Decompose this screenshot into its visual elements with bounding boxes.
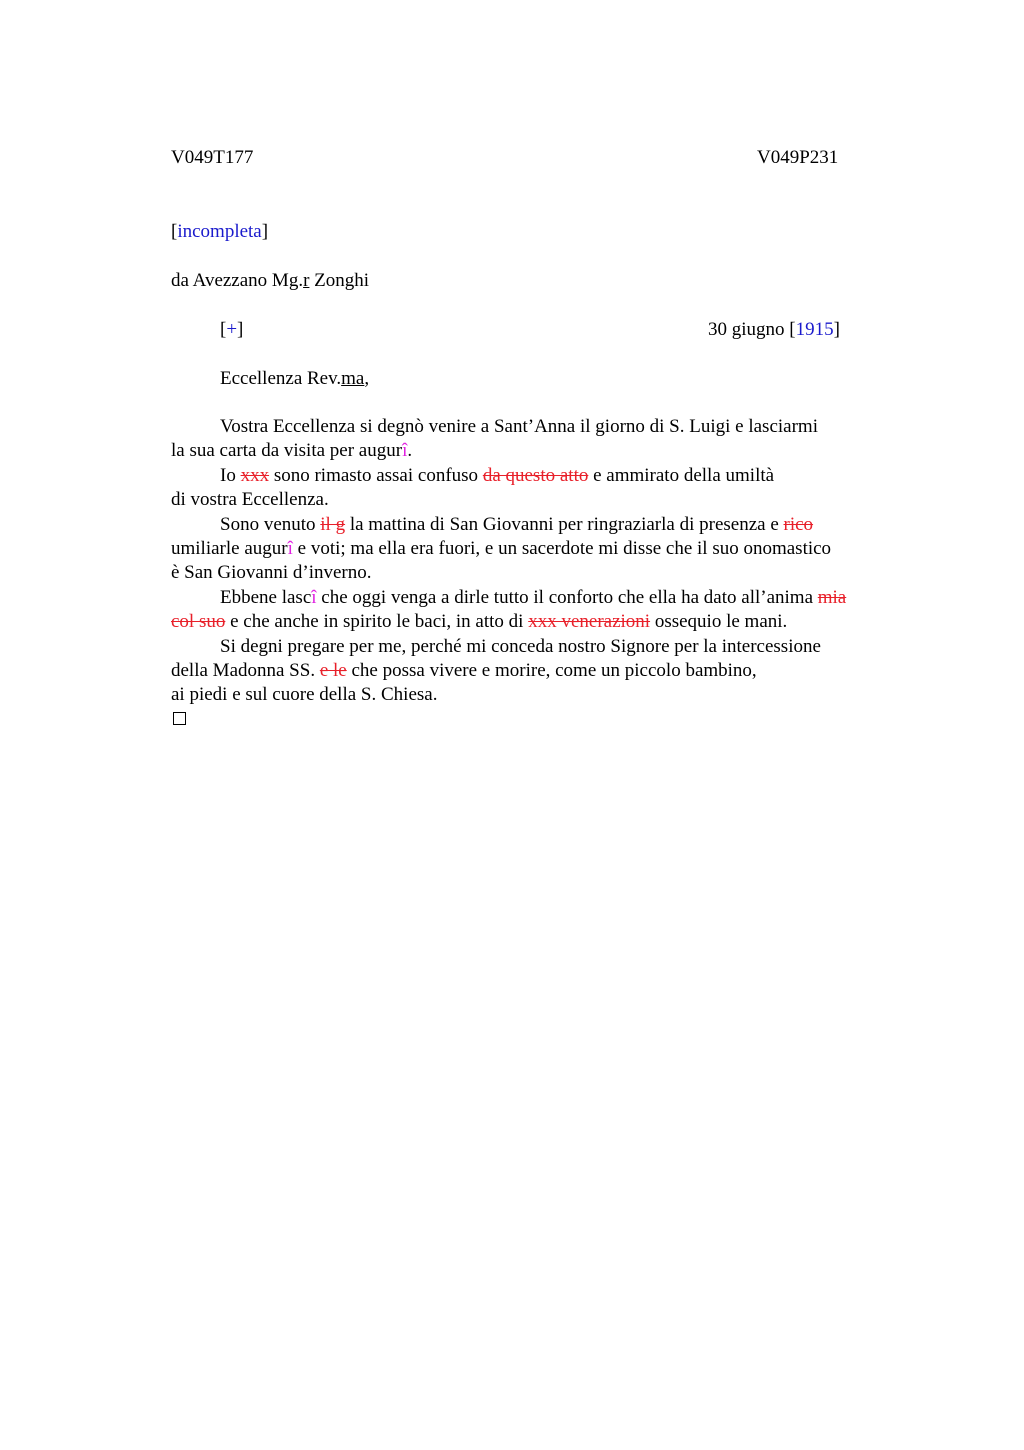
cross-bracket-close: ] <box>237 319 244 340</box>
deleted-text: xxx venerazioni <box>528 611 651 633</box>
body-line-1 <box>171 415 911 439</box>
body-text: la mattina di San Giovanni per ringraziarla di presenza e <box>345 513 784 535</box>
body-text: che possa vivere e morire, come un piccolo bambino, <box>346 659 757 681</box>
body-text: e voti; ma ella era fuori, e un sacerdote mi disse che il suo onomastico <box>292 537 832 559</box>
deleted-text: mia <box>817 586 847 608</box>
deleted-text: xxx <box>240 464 270 486</box>
right-code: V049P231 <box>757 147 839 168</box>
body-text: ai piedi e sul cuore della S. Chiesa. <box>171 684 438 706</box>
accent-mark: î <box>402 440 408 462</box>
body-line-11 <box>171 659 911 683</box>
body-line-8 <box>171 586 911 610</box>
body-text: ossequio le mani. <box>650 611 788 633</box>
body-text: Ebbene lasc <box>220 586 312 608</box>
body-text: Io <box>220 464 241 486</box>
cross-mark <box>220 318 243 342</box>
deleted-text: col suo <box>171 611 226 633</box>
body-line-10 <box>171 635 911 659</box>
bracket-close: ] <box>261 221 269 242</box>
origin-abbr: r <box>303 270 310 291</box>
cross-icon: + <box>226 319 238 340</box>
body-text: e ammirato della umiltà <box>588 464 775 486</box>
deleted-text: e le <box>319 659 347 681</box>
body-text: che oggi venga a dirle tutto il conforto che ella ha dato all’anima <box>316 586 818 608</box>
body-text: è San Giovanni d’inverno. <box>171 562 372 584</box>
deleted-text: da questo atto <box>482 464 589 486</box>
body-text: Sono venuto <box>220 513 321 535</box>
accent-mark: î <box>287 537 293 559</box>
body-line-5 <box>171 513 911 537</box>
cross-bracket-open: [ <box>220 319 227 340</box>
body-line-9 <box>171 610 911 634</box>
date-close: ] <box>833 319 840 340</box>
body-line-6 <box>171 537 911 561</box>
body-line-3 <box>171 464 911 488</box>
letter-body <box>171 415 911 708</box>
body-text: di vostra Eccellenza. <box>171 489 329 511</box>
date-line <box>708 318 840 342</box>
accent-mark: î <box>311 586 317 608</box>
body-text: e che anche in spirito le baci, in atto di <box>225 611 529 633</box>
body-line-2 <box>171 439 911 463</box>
deleted-text: rico <box>783 513 814 535</box>
empty-square-icon <box>173 712 186 725</box>
body-text: umiliarle augur <box>171 537 288 559</box>
salutation-abbr: ma <box>341 368 365 389</box>
body-line-7 <box>171 561 911 585</box>
body-line-4 <box>171 488 911 512</box>
body-text: della Madonna SS. <box>171 659 320 681</box>
body-text: Si degni pregare per me, perché mi conceda nostro Signore per la intercessione <box>220 635 821 657</box>
body-text: . <box>407 440 413 462</box>
body-text: Vostra Eccellenza si degnò venire a Sant’Anna il giorno di S. Luigi e lasciarmi <box>220 416 818 437</box>
status-label: incompleta <box>177 221 262 242</box>
body-text: sono rimasto assai confuso <box>269 464 483 486</box>
deleted-text: il g <box>320 513 346 535</box>
body-line-12 <box>171 683 911 707</box>
salutation-suffix: , <box>364 368 370 389</box>
left-code: V049T177 <box>171 147 254 168</box>
status-note <box>171 220 268 244</box>
origin-suffix: Zonghi <box>309 270 370 291</box>
bracket-open: [ <box>171 221 178 242</box>
date-text: 30 giugno [ <box>708 319 796 340</box>
salutation <box>220 367 369 391</box>
origin-prefix: da Avezzano Mg. <box>171 270 304 291</box>
origin-line <box>171 269 369 293</box>
salutation-prefix: Eccellenza Rev. <box>220 368 342 389</box>
date-year: 1915 <box>795 319 834 340</box>
body-text: la sua carta da visita per augur <box>171 440 403 462</box>
